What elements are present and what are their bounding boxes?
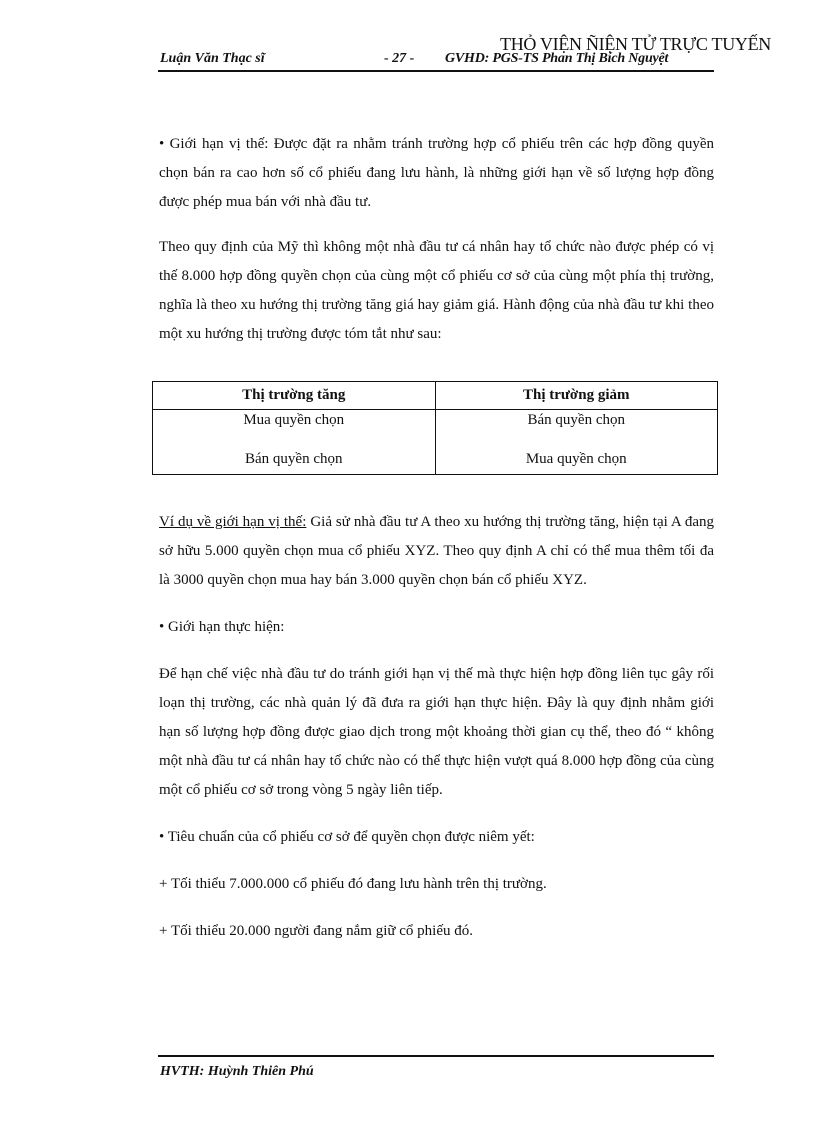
- table-cell: Mua quyền chọn: [153, 410, 436, 439]
- table-header-rising: Thị trường tăng: [153, 382, 436, 410]
- table-cell: Bán quyền chọn: [153, 438, 436, 475]
- heading-listing-criteria: • Tiêu chuẩn của cổ phiếu cơ sở để quyền chọn được niêm yết:: [159, 829, 535, 845]
- example-label: Ví dụ về giới hạn vị thế:: [159, 514, 307, 530]
- header-advisor: GVHD: PGS-TS Phan Thị Bích Nguyệt: [445, 51, 669, 66]
- paragraph-exercise-limit: Để hạn chế việc nhà đầu tư do tránh giới hạn vị thế mà thực hiện hợp đồng liên tục gây rối loạn thị trường, các nhà quản lý đã đưa ra giới hạn thực hiện. Đây là quy định nhằm giới hạn số lượng hợp đồng được giao dịch trong một khoảng thời gian cụ thể, theo đó “ không một nhà đầu tư cá nhân hay tổ chức nào có thể thực hiện vượt quá 8.000 hợp đồng của cùng một cổ phiếu cơ sở trong vòng 5 ngày liên tiếp.: [159, 666, 714, 798]
- table-cell: Mua quyền chọn: [435, 438, 718, 475]
- market-action-table: [152, 381, 718, 475]
- table-row: [153, 438, 718, 475]
- criteria-item-shares: + Tối thiểu 7.000.000 cổ phiếu đó đang lưu hành trên thị trường.: [159, 876, 547, 892]
- example-text: Giả sử nhà đầu tư A theo xu hướng thị trường tăng, hiện tại A đang sở hữu 5.000 quyền chọn mua cổ phiếu XYZ. Theo quy định A chỉ có thể mua thêm tối đa là 3000 quyền chọn mua hay bán 3.000 quyền chọn bán cổ phiếu XYZ.: [159, 514, 715, 588]
- page-number: - 27 -: [384, 51, 415, 66]
- library-watermark: THỎ VIỆN ÑIỆN TỬ TRỰC TUYẾN: [500, 34, 771, 54]
- footer-rule: [158, 1055, 714, 1057]
- paragraph-position-limit: • Giới hạn vị thế: Được đặt ra nhằm tránh trường hợp cổ phiếu trên các hợp đồng quyền chọn bán ra cao hơn số cổ phiếu đang lưu hành, là những giới hạn về số lượng hợp đồng được phép mua bán với nhà đầu tư.: [159, 136, 714, 210]
- header-thesis-type: Luận Văn Thạc sĩ: [160, 51, 265, 66]
- paragraph-example: [159, 508, 714, 595]
- table-cell: Bán quyền chọn: [435, 410, 718, 439]
- paragraph-us-regulation: Theo quy định của Mỹ thì không một nhà đầu tư cá nhân hay tổ chức nào được phép có vị thế 8.000 hợp đồng quyền chọn của cùng một cổ phiếu cơ sở của cùng một phía thị trường, nghĩa là theo xu hướng thị trường tăng giá hay giảm giá. Hành động của nhà đầu tư khi theo một xu hướng thị trường được tóm tắt như sau:: [159, 239, 714, 342]
- lower-body: [159, 508, 714, 946]
- footer-author: HVTH: Huỳnh Thiên Phú: [160, 1064, 314, 1079]
- table-row: [153, 410, 718, 439]
- upper-body: [159, 130, 714, 349]
- table-header-falling: Thị trường giảm: [435, 382, 718, 410]
- heading-exercise-limit: • Giới hạn thực hiện:: [159, 619, 285, 635]
- criteria-item-holders: + Tối thiểu 20.000 người đang nắm giữ cổ phiếu đó.: [159, 923, 474, 939]
